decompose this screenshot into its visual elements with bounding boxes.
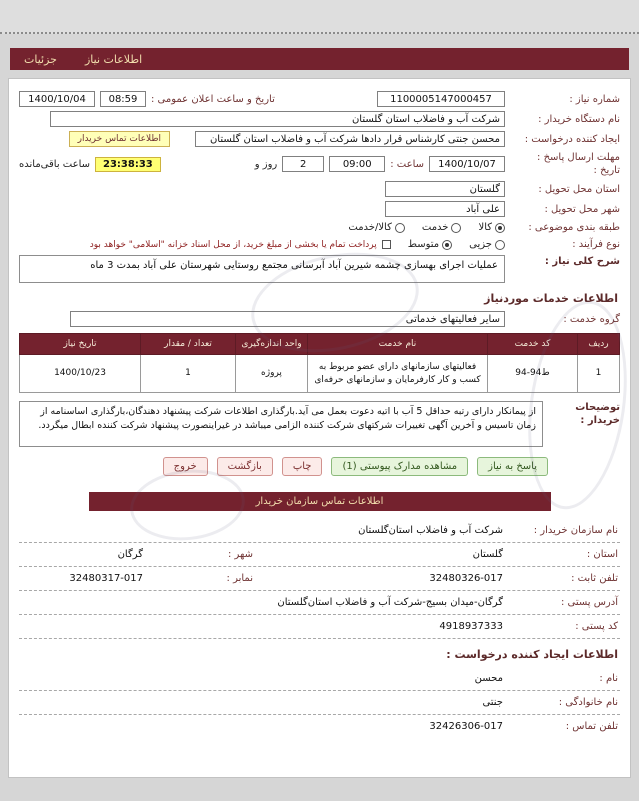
print-button[interactable]: چاپ <box>282 457 323 476</box>
deadline-label <box>510 151 620 177</box>
creator-phone-label: تلفن تماس : <box>565 721 618 733</box>
contact-fax-label: نمابر : <box>226 573 253 585</box>
column-header-need-date: تاریخ نیاز <box>20 334 141 355</box>
contact-org-row <box>19 519 620 543</box>
radio-selected-icon[interactable] <box>442 240 452 250</box>
classification-option-label: خدمت <box>421 222 449 233</box>
column-header-unit: واحد اندازه‌گیری <box>236 334 308 355</box>
view-attachments-button[interactable]: مشاهده مدارک پیوستی (1) <box>331 457 468 476</box>
buyer-notes-box: از پیمانکار دارای رتبه حداقل 5 آب با اتیه دعوت بعمل می آید.بارگذاری اطلاعات شرکت پیشنهاد دهندگان،بارگذاری اساسنامه از زمان تاسیس و آخرین آگهی تغییرات شرکتهای شرکت کننده الزامی میباشد در غیراینصورت پیشنهاد شرکت کننده ابطال میگردد. <box>19 401 543 447</box>
contact-org-label: نام سازمان خریدار : <box>533 525 618 537</box>
contact-city-label: شهر : <box>227 549 253 561</box>
contact-org-value: شرکت آب و فاضلاب استان‌گلستان <box>358 525 503 537</box>
contact-fax-value: 32480317-017 <box>69 573 143 585</box>
column-header-service-name: نام خدمت <box>308 334 488 355</box>
buyer-notes-label: توضیحات خریدار : <box>575 402 620 427</box>
remaining-time-suffix: ساعت باقی‌مانده <box>19 158 91 170</box>
cell-unit: پروژه <box>236 355 308 393</box>
cell-service-code: ط94-94 <box>488 355 578 393</box>
process-type-option-label: جزیی <box>469 239 492 250</box>
classification-option-goods[interactable] <box>478 222 505 233</box>
delivery-city-label: شهر محل تحویل : <box>544 203 620 215</box>
process-type-option-label: متوسط <box>407 239 440 250</box>
deadline-label-main: مهلت ارسال پاسخ : <box>537 152 620 163</box>
cell-need-date: 1400/10/23 <box>20 355 141 393</box>
general-description-box: عملیات اجرای بهسازی چشمه شیرین آباد آبرسانی مجتمع روستایی شهرستان علی آباد بمدت 3 ماه <box>19 255 505 283</box>
service-group-label: گروه خدمت : <box>563 313 620 325</box>
title-bar <box>10 48 629 70</box>
process-type-label: نوع فرآیند : <box>572 239 620 250</box>
contact-city-value: گرگان <box>117 549 143 561</box>
classification-option-goods-service[interactable] <box>348 222 405 233</box>
announce-date-field[interactable]: 1400/10/04 <box>19 91 95 107</box>
buyer-contact-bar: اطلاعات تماس سازمان خریدار <box>89 492 551 511</box>
request-creator-field[interactable]: محسن جنتی کارشناس قرار دادها شرکت آب و فاضلاب استان گلستان <box>195 131 505 147</box>
creator-phone-row <box>19 715 620 738</box>
creator-last-name-row <box>19 691 620 715</box>
buyer-notes-row <box>19 401 620 447</box>
announce-time-field[interactable]: 08:59 <box>100 91 146 107</box>
respond-to-need-button[interactable]: پاسخ به نیاز <box>477 457 548 476</box>
radio-icon[interactable] <box>495 240 505 250</box>
buyer-org-row <box>19 111 620 127</box>
delivery-province-row <box>19 181 620 197</box>
request-creator-label: ایجاد کننده درخواست : <box>524 133 620 145</box>
contact-province-label: استان : <box>586 549 618 561</box>
need-number-label: شماره نیاز : <box>569 93 620 105</box>
creator-last-name-label: نام خانوادگی : <box>558 697 618 709</box>
general-description-row <box>19 255 620 283</box>
creator-first-name-row <box>19 667 620 691</box>
contact-postal-code-value: 4918937333 <box>439 621 503 633</box>
contact-address-label: آدرس پستی : <box>560 597 618 609</box>
need-detail-panel <box>8 78 631 778</box>
top-strip <box>0 0 639 34</box>
contact-province-value: گلستان <box>472 549 503 561</box>
buyer-org-field[interactable]: شرکت آب و فاضلاب استان گلستان <box>50 111 505 127</box>
radio-icon[interactable] <box>395 223 405 233</box>
contact-postal-code-label: کد پستی : <box>575 621 618 633</box>
contact-province-city-row <box>19 543 620 567</box>
remaining-days-suffix: روز و <box>254 158 278 170</box>
delivery-province-field[interactable]: گلستان <box>385 181 505 197</box>
buyer-contact-button[interactable]: اطلاعات تماس خریدار <box>69 131 170 147</box>
deadline-date-field[interactable]: 1400/10/07 <box>429 156 505 172</box>
services-section-title: اطلاعات خدمات موردنیاز <box>484 292 618 305</box>
cell-quantity: 1 <box>141 355 236 393</box>
classification-label: طبقه بندی موضوعی : <box>528 222 620 233</box>
remaining-time-badge: 23:38:33 <box>95 157 161 172</box>
radio-icon[interactable] <box>451 223 461 233</box>
contact-postal-code-row <box>19 615 620 639</box>
deadline-time-field[interactable]: 09:00 <box>329 156 385 172</box>
exit-button[interactable]: خروج <box>163 457 208 476</box>
column-header-row-number: ردیف <box>578 334 620 355</box>
process-type-row <box>19 238 620 251</box>
contact-phone-label: تلفن ثابت : <box>571 573 618 585</box>
request-creator-row <box>19 131 620 147</box>
contact-address-value: گرگان-میدان بسیج-شرکت آب و فاضلاب استان‌گلستان <box>277 597 503 609</box>
contact-address-row <box>19 591 620 615</box>
classification-option-label: کالا <box>478 222 492 233</box>
column-header-quantity: تعداد / مقدار <box>141 334 236 355</box>
contact-phone-value: 32480326-017 <box>429 573 503 585</box>
process-type-option-medium[interactable] <box>408 239 452 250</box>
contact-phone-fax-row <box>19 567 620 591</box>
classification-option-label: کالا/خدمت <box>348 222 392 233</box>
page-title: اطلاعات نیاز <box>84 52 143 66</box>
action-buttons-row <box>19 457 620 476</box>
treasury-note: پرداخت تمام یا بخشی از مبلغ خرید، از محل اسناد خزانه "اسلامی" خواهد بود <box>89 239 377 250</box>
delivery-province-label: استان محل تحویل : <box>538 183 620 195</box>
column-header-service-code: کد خدمت <box>488 334 578 355</box>
creator-last-name-value: جنتی <box>482 697 503 709</box>
titlebar-details-label: جزئیات <box>24 52 57 66</box>
creator-first-name-label: نام : <box>599 673 618 685</box>
classification-row <box>19 221 620 234</box>
deadline-row <box>19 151 620 177</box>
services-table <box>19 333 620 393</box>
general-description-label: شرح کلی نیاز : <box>544 256 620 267</box>
need-number-field[interactable]: 1100005147000457 <box>377 91 505 107</box>
delivery-city-row <box>19 201 620 217</box>
deadline-date-label: تاریخ : <box>593 165 620 176</box>
announce-datetime-label: تاریخ و ساعت اعلان عمومی : <box>151 93 275 105</box>
services-table-header <box>20 334 620 355</box>
buyer-org-label: نام دستگاه خریدار : <box>538 113 620 125</box>
remaining-days-field[interactable]: 2 <box>282 156 324 172</box>
treasury-checkbox[interactable] <box>382 240 391 249</box>
delivery-city-field[interactable]: علی آباد <box>385 201 505 217</box>
cell-row-number: 1 <box>578 355 620 393</box>
process-type-option-minor[interactable] <box>469 239 505 250</box>
service-group-field[interactable]: سایر فعالیتهای خدماتی <box>70 311 505 327</box>
deadline-time-label: ساعت : <box>390 158 424 170</box>
back-button[interactable]: بازگشت <box>217 457 273 476</box>
creator-phone-value: 32426306-017 <box>429 721 503 733</box>
table-row <box>20 355 620 393</box>
creator-info-section-title: اطلاعات ایجاد کننده درخواست : <box>446 648 618 662</box>
radio-selected-icon[interactable] <box>495 223 505 233</box>
cell-service-name: فعالیتهای سازمانهای دارای عضو مربوط به کسب و کار کارفرمایان و سازمانهای حرفه‌ای <box>308 355 488 393</box>
need-number-row <box>19 91 620 107</box>
classification-option-service[interactable] <box>422 222 462 233</box>
creator-first-name-value: محسن <box>474 673 503 685</box>
service-group-row <box>19 311 620 327</box>
